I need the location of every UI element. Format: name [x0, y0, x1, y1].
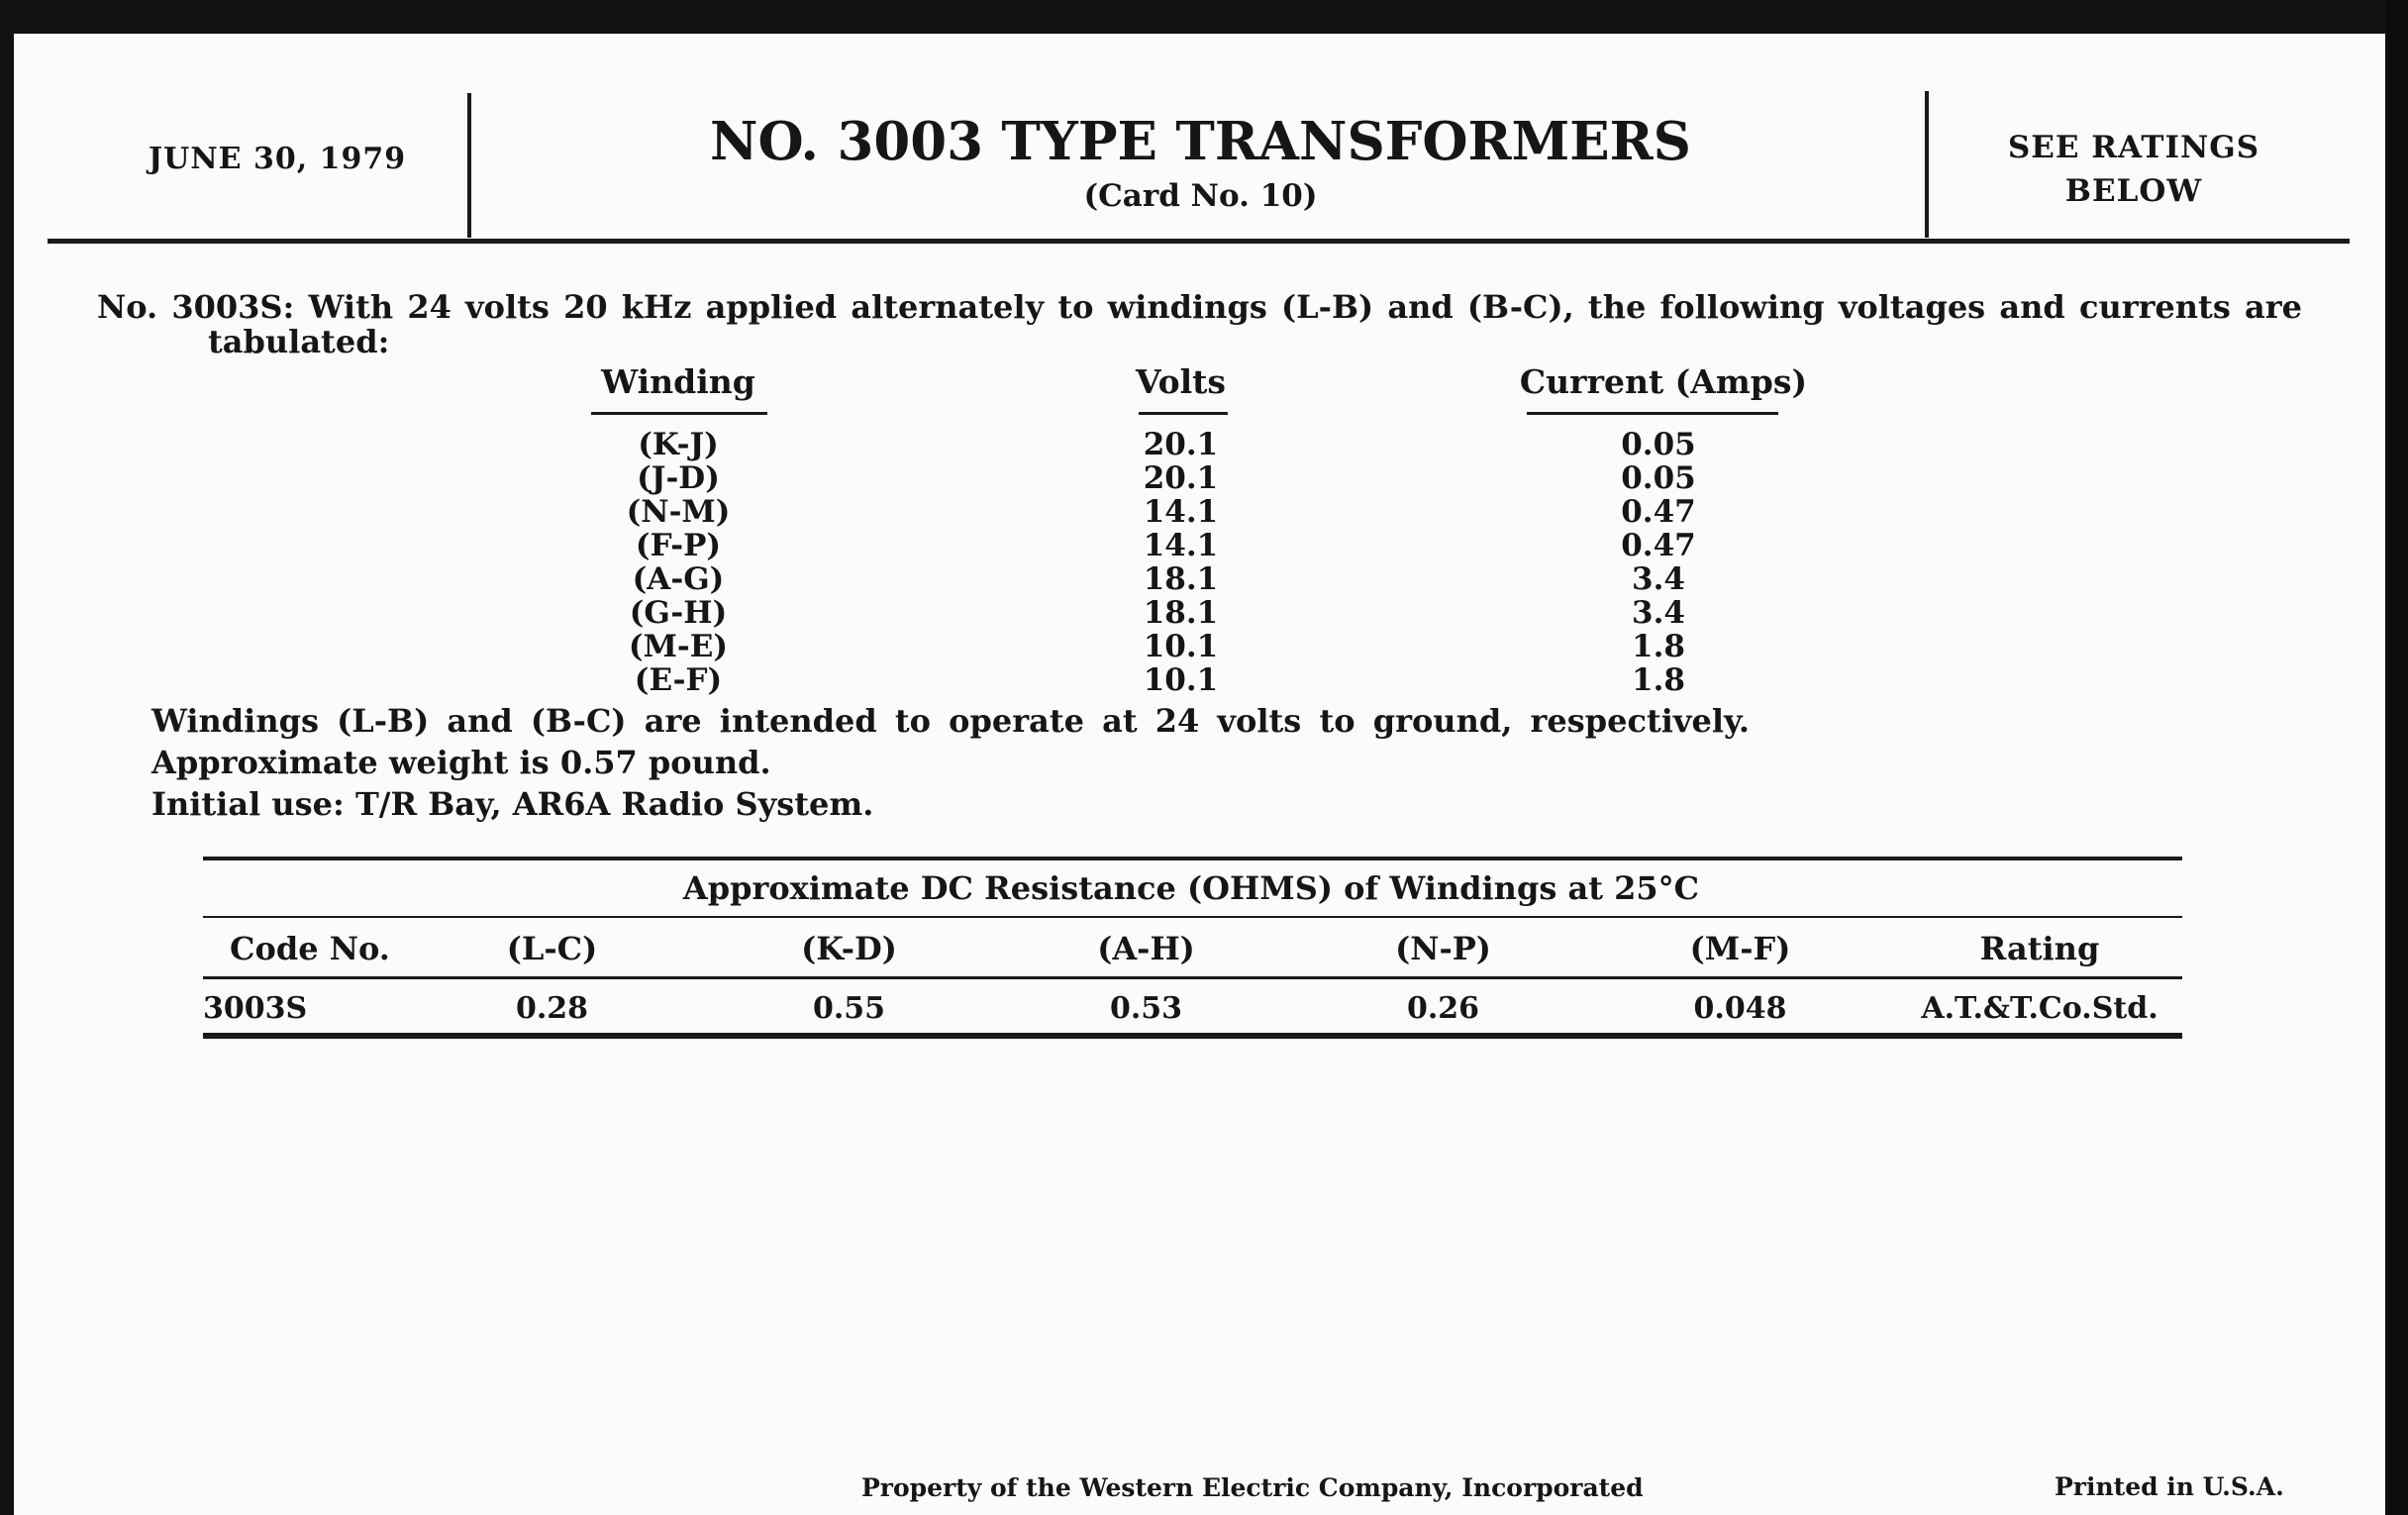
code-header: Code No.	[230, 930, 390, 967]
current-cell: 0.05	[1621, 427, 1696, 462]
card-title: NO. 3003 TYPE TRANSFORMERS	[710, 111, 1691, 172]
ratings-note-line1: SEE RATINGS	[2007, 130, 2260, 165]
volts-cell: 18.1	[1143, 561, 1219, 597]
lc-header: (L-C)	[506, 930, 598, 967]
winding-cell: (K-J)	[638, 427, 719, 462]
volts-cell: 10.1	[1143, 629, 1219, 664]
ratings-note-line2: BELOW	[2064, 173, 2203, 209]
winding-header-rule	[591, 412, 767, 415]
header-divider-left	[467, 93, 471, 238]
winding-cell: (E-F)	[634, 662, 723, 698]
ah-cell: 0.53	[1109, 991, 1183, 1026]
volts-cell: 14.1	[1143, 494, 1219, 530]
volts-cell: 18.1	[1143, 595, 1219, 631]
card-number: (Card No. 10)	[1083, 178, 1318, 214]
current-column	[1559, 428, 1757, 697]
winding-cell: (N-M)	[626, 494, 731, 530]
winding-cell: (F-P)	[635, 528, 722, 563]
resistance-table-title: Approximate DC Resistance (OHMS) of Windings at 25°C	[682, 869, 1700, 907]
initial-use-note: Initial use: T/R Bay, AR6A Radio System.	[151, 785, 874, 823]
kd-cell: 0.55	[812, 991, 886, 1026]
property-notice: Property of the Western Electric Company, Incorporated	[861, 1473, 1644, 1502]
winding-cell: (A-G)	[632, 561, 725, 597]
rating-cell: A.T.&T.Co.Std.	[1921, 991, 2158, 1026]
intro-line-1: No. 3003S: With 24 volts 20 kHz applied alternately to windings (L-B) and (B-C), the following voltages and currents are	[97, 288, 2302, 326]
volts-cell: 10.1	[1143, 662, 1219, 698]
current-cell: 3.4	[1632, 561, 1685, 597]
current-cell: 0.47	[1621, 528, 1696, 563]
ah-header: (A-H)	[1097, 930, 1195, 967]
np-cell: 0.26	[1406, 991, 1480, 1026]
current-header-rule	[1527, 412, 1778, 415]
resistance-table-bottom-rule	[203, 1033, 2182, 1039]
resistance-header-rule	[203, 976, 2182, 979]
header-rule	[48, 239, 2350, 244]
current-cell: 1.8	[1632, 629, 1685, 664]
current-cell: 0.05	[1621, 460, 1696, 496]
current-header: Current (Amps)	[1519, 362, 1808, 401]
card-date: JUNE 30, 1979	[148, 142, 407, 176]
kd-header: (K-D)	[801, 930, 897, 967]
resistance-title-rule	[203, 916, 2182, 918]
volts-cell: 20.1	[1143, 427, 1219, 462]
winding-cell: (J-D)	[637, 460, 720, 496]
printed-in-usa: Printed in U.S.A.	[2055, 1472, 2284, 1501]
volts-column	[1089, 428, 1272, 697]
header-divider-right	[1925, 91, 1929, 238]
current-cell: 3.4	[1632, 595, 1685, 631]
weight-note: Approximate weight is 0.57 pound.	[151, 744, 771, 781]
volts-header: Volts	[1136, 362, 1226, 401]
winding-column	[584, 428, 772, 697]
volts-cell: 20.1	[1143, 460, 1219, 496]
ratings-note	[1965, 126, 2302, 213]
mf-header: (M-F)	[1689, 930, 1791, 967]
volts-cell: 14.1	[1143, 528, 1219, 563]
code-cell: 3003S	[203, 991, 308, 1026]
winding-cell: (G-H)	[629, 595, 728, 631]
mf-cell: 0.048	[1693, 991, 1787, 1026]
intro-line-2: tabulated:	[208, 323, 390, 360]
current-cell: 1.8	[1632, 662, 1685, 698]
windings-note: Windings (L-B) and (B-C) are intended to operate at 24 volts to ground, respectively.	[151, 702, 1751, 740]
volts-header-rule	[1139, 412, 1228, 415]
winding-cell: (M-E)	[628, 629, 729, 664]
winding-header: Winding	[601, 362, 755, 401]
rating-header: Rating	[1979, 930, 2100, 967]
resistance-table-top-rule	[203, 857, 2182, 860]
scan-edge	[2385, 0, 2408, 1515]
current-cell: 0.47	[1621, 494, 1696, 530]
lc-cell: 0.28	[515, 991, 589, 1026]
np-header: (N-P)	[1395, 930, 1491, 967]
